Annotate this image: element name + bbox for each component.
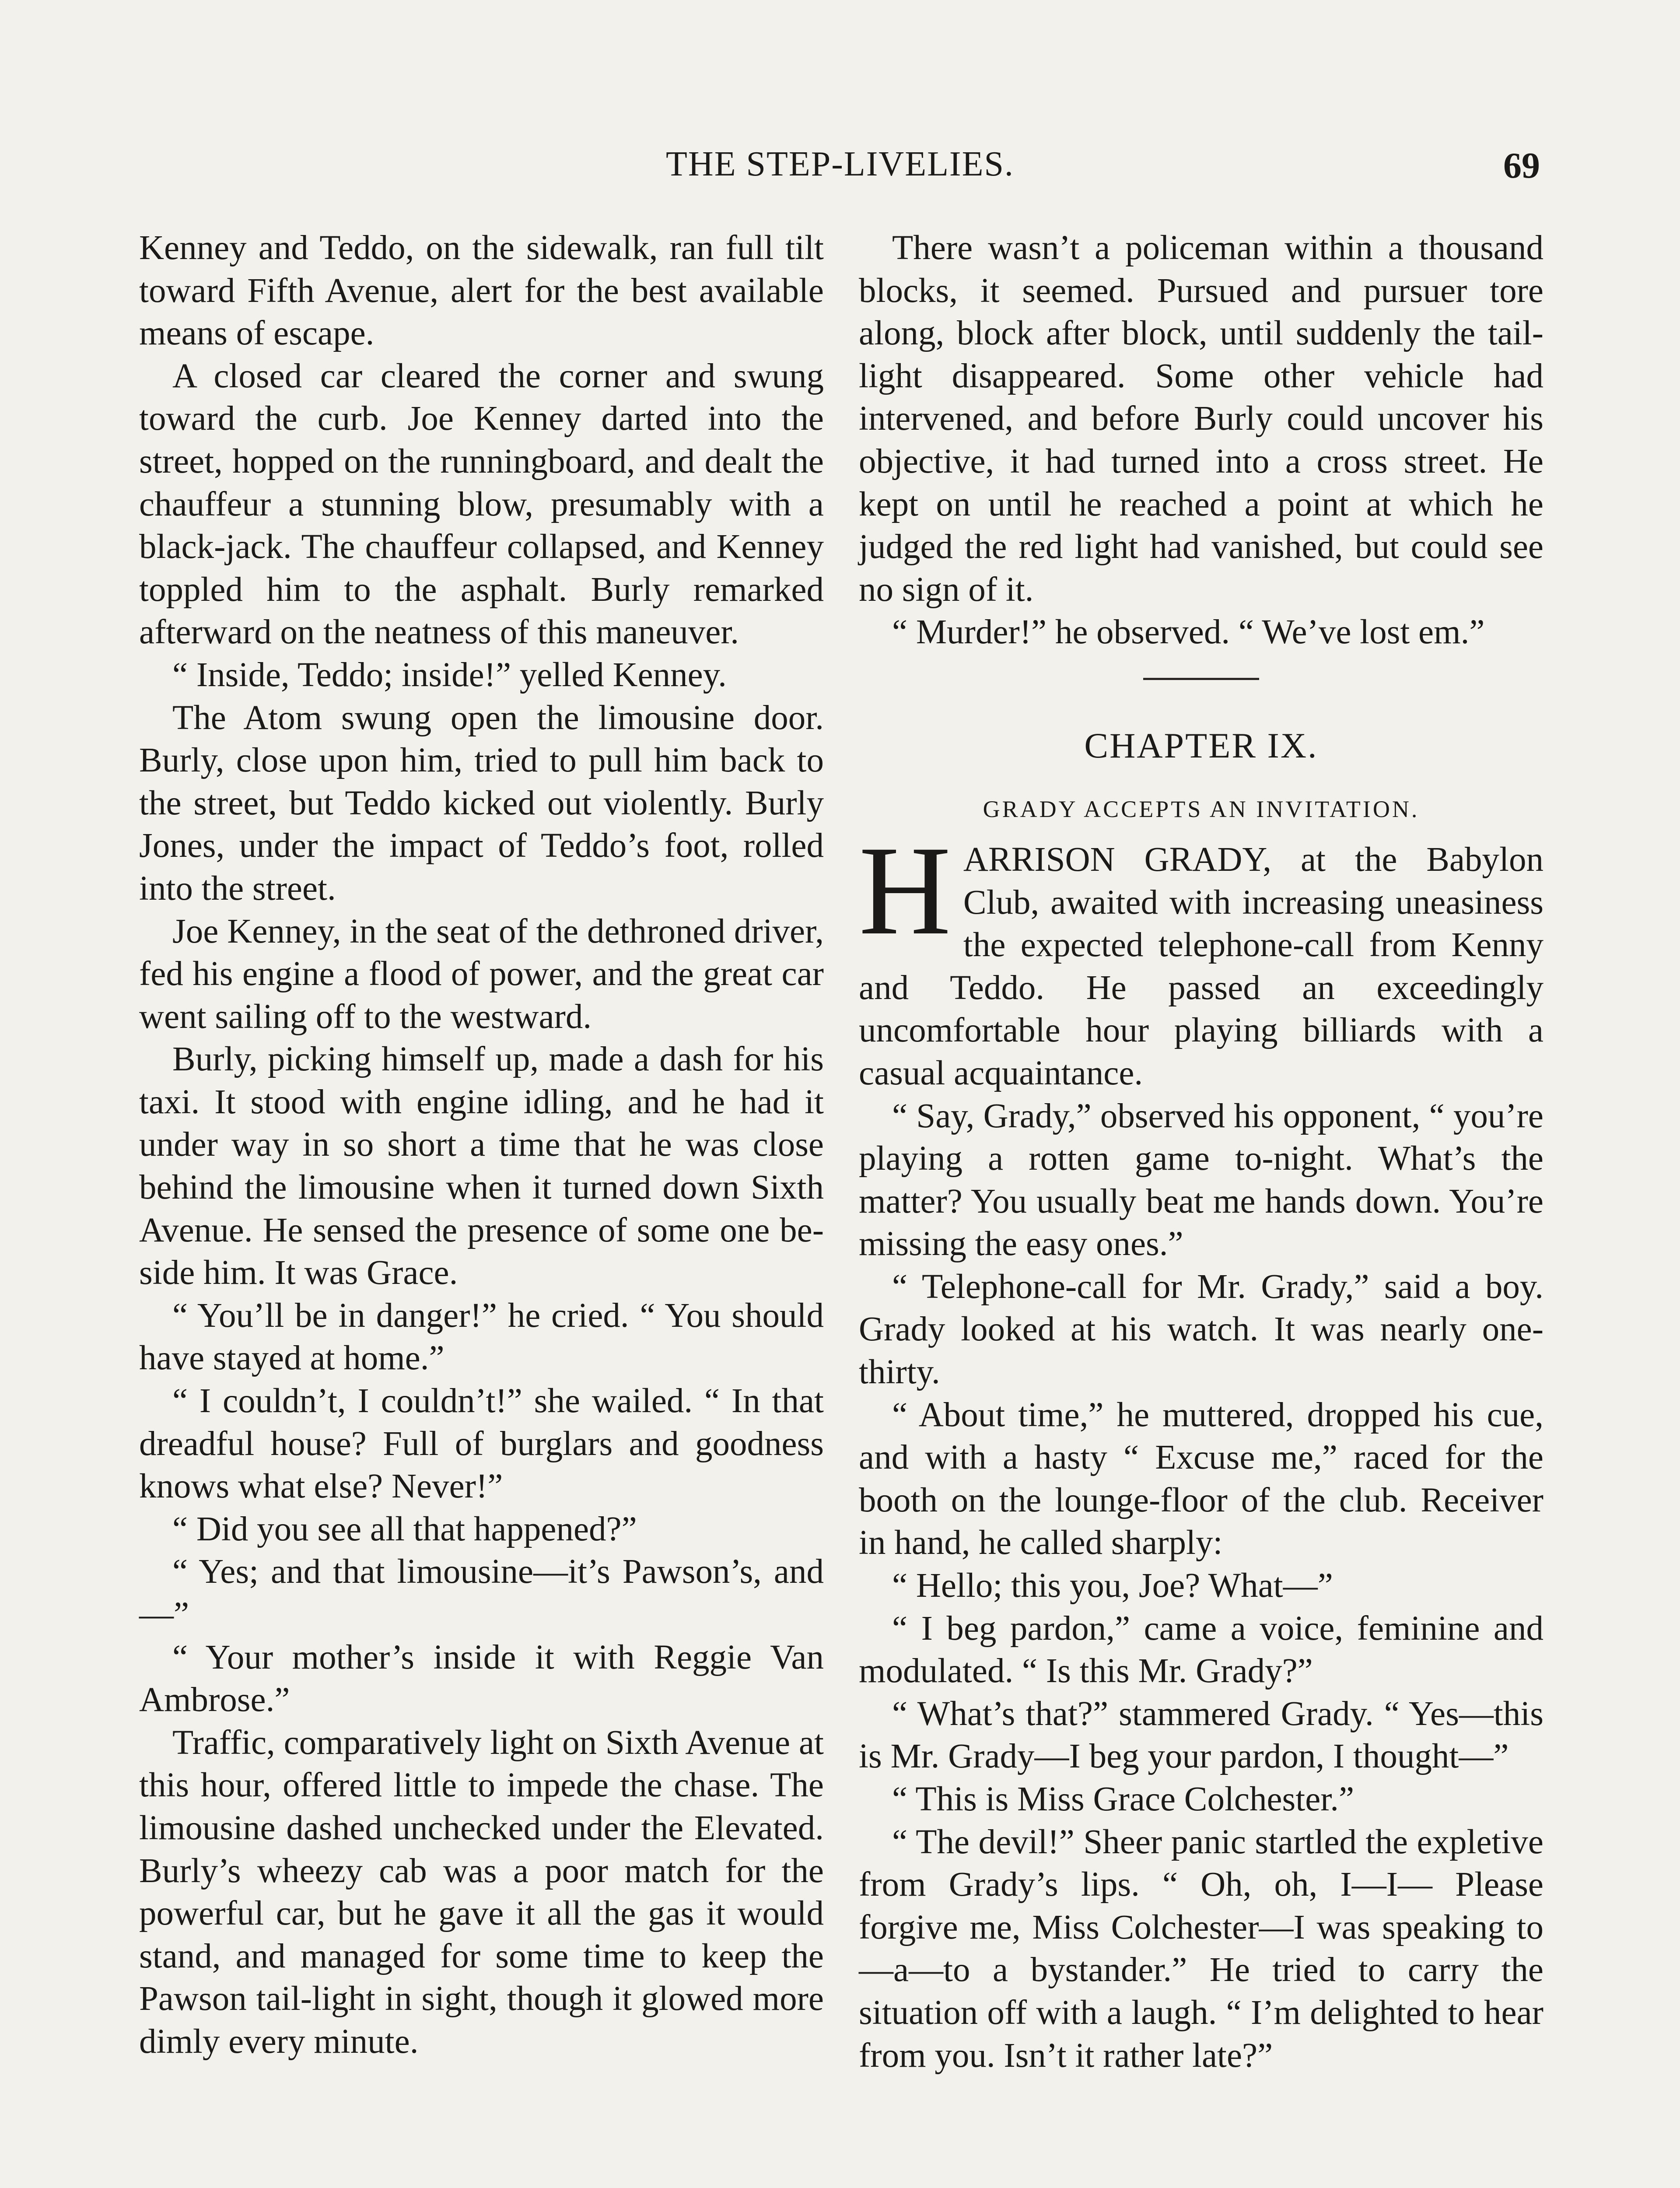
left-column [139, 227, 824, 2063]
paragraph: “ I beg pardon,” came a voice, feminine and modulated. “ Is this Mr. Grady?” [859, 1609, 1544, 1690]
paragraph: “ Did you see all that happened?” [172, 1510, 637, 1548]
paragraph: A closed car cleared the corner and swung toward the curb. Joe Kenney darted into the street, hopped on the runningboard, and dealt the chauffeur a stunning blow, presumably with a black-jack. The chauffeur collapsed, and Kenney toppled him to the asphalt. Burly remarked afterward on the neatness of this maneuver. [139, 357, 824, 652]
paragraph: Joe Kenney, in the seat of the dethroned driver, fed his engine a flood of power, and the great car went sailing off to the westward. [139, 912, 824, 1036]
paragraph: “ What’s that?” stammered Grady. “ Yes—this is Mr. Grady—I beg your pardon, I thought—” [859, 1694, 1544, 1776]
chapter-subtitle: GRADY ACCEPTS AN INVITATION. [983, 796, 1420, 822]
page-number: 69 [1503, 145, 1540, 186]
paragraph: Traffic, comparatively light on Sixth Avenue at this hour, offered little to impede the chase. The limousine dashed unchecked under the Elevated. Burly’s wheezy cab was a poor match for the powerful car, but he gave it all the gas it would stand, and managed for some time to keep the Pawson tail-light in sight, though it glowed more dimly every minute. [139, 1723, 824, 2061]
paragraph: “ The devil!” Sheer panic startled the expletive from Grady’s lips. “ Oh, oh, I—I— Please forgive me, Miss Colchester—I was speaking to—a—to a bystander.” He tried to carry the situation off with a laugh. “ I’m delighted to hear from you. Isn’t it rather late?” [859, 1823, 1544, 2075]
drop-cap: H [859, 820, 951, 961]
chapter-title: CHAPTER IX. [1084, 725, 1318, 765]
paragraph: “ Inside, Teddo; inside!” yelled Kenney. [172, 656, 727, 694]
paragraph: “ This is Miss Grace Colchester.” [892, 1780, 1354, 1818]
paragraph: “ Your mother’s inside it with Reggie Van Ambrose.” [139, 1638, 824, 1719]
section-divider [1143, 678, 1259, 680]
paragraph: “ You’ll be in danger!” he cried. “ You should have stayed at home.” [139, 1296, 824, 1378]
paragraph: “ About time,” he muttered, dropped his cue, and with a hasty “ Excuse me,” raced for the booth on the lounge-floor of the club. Receiver in hand, he called sharply: [859, 1396, 1544, 1562]
chapter-opening-paragraph [859, 820, 1544, 1095]
paragraph: The Atom swung open the limousine door. Burly, close upon him, tried to pull him back to the street, but Teddo kicked out violently. Burly Jones, under the impact of Teddo’s foot, rolled into the street. [139, 698, 824, 908]
paragraph: “ Yes; and that limousine—it’s Pawson’s, and—” [139, 1553, 824, 1634]
paragraph: Burly, picking himself up, made a dash for his taxi. It stood with engine idling, and he had it under way in so short a time that he was close behind the limousine when it turned down Sixth Avenue. He sensed the presence of some one beside him. It was Grace. [139, 1040, 824, 1292]
paragraph: There wasn’t a policeman within a thousand blocks, it seemed. Pursued and pursuer tore along, block after block, until suddenly the tail-light disappeared. Some other vehicle had intervened, and before Burly could uncover his objective, it had turned into a cross street. He kept on until he reached a point at which he judged the red light had vanished, but could see no sign of it. [859, 229, 1544, 609]
paragraph: “ Murder!” he observed. “ We’ve lost em.” [892, 613, 1485, 652]
running-head [140, 144, 1540, 193]
paragraph: “ I couldn’t, I couldn’t!” she wailed. “ In that dreadful house? Full of burglars and goodness knows what else? Never!” [139, 1382, 824, 1506]
paragraph: “ Telephone-call for Mr. Grady,” said a boy. Grady looked at his watch. It was nearly one-thirty. [859, 1267, 1544, 1392]
right-column [859, 227, 1544, 2077]
opening-text: ARRISON GRADY, at the Babylon Club, awaited with increasing uneasiness the expected telephone-call from Kenny and Teddo. He passed an exceedingly uncomfortable hour playing billiards with a casual acquaintance. [859, 840, 1544, 1092]
paragraph: Kenney and Teddo, on the sidewalk, ran full tilt toward Fifth Avenue, alert for the best available means of escape. [139, 229, 824, 353]
paragraph: “ Say, Grady,” observed his opponent, “ you’re playing a rotten game to-night. What’s the matter? You usually beat me hands down. You’re missing the easy ones.” [859, 1097, 1544, 1263]
running-title: THE STEP-LIVELIES. [666, 145, 1014, 183]
paragraph: “ Hello; this you, Joe? What—” [892, 1567, 1333, 1605]
